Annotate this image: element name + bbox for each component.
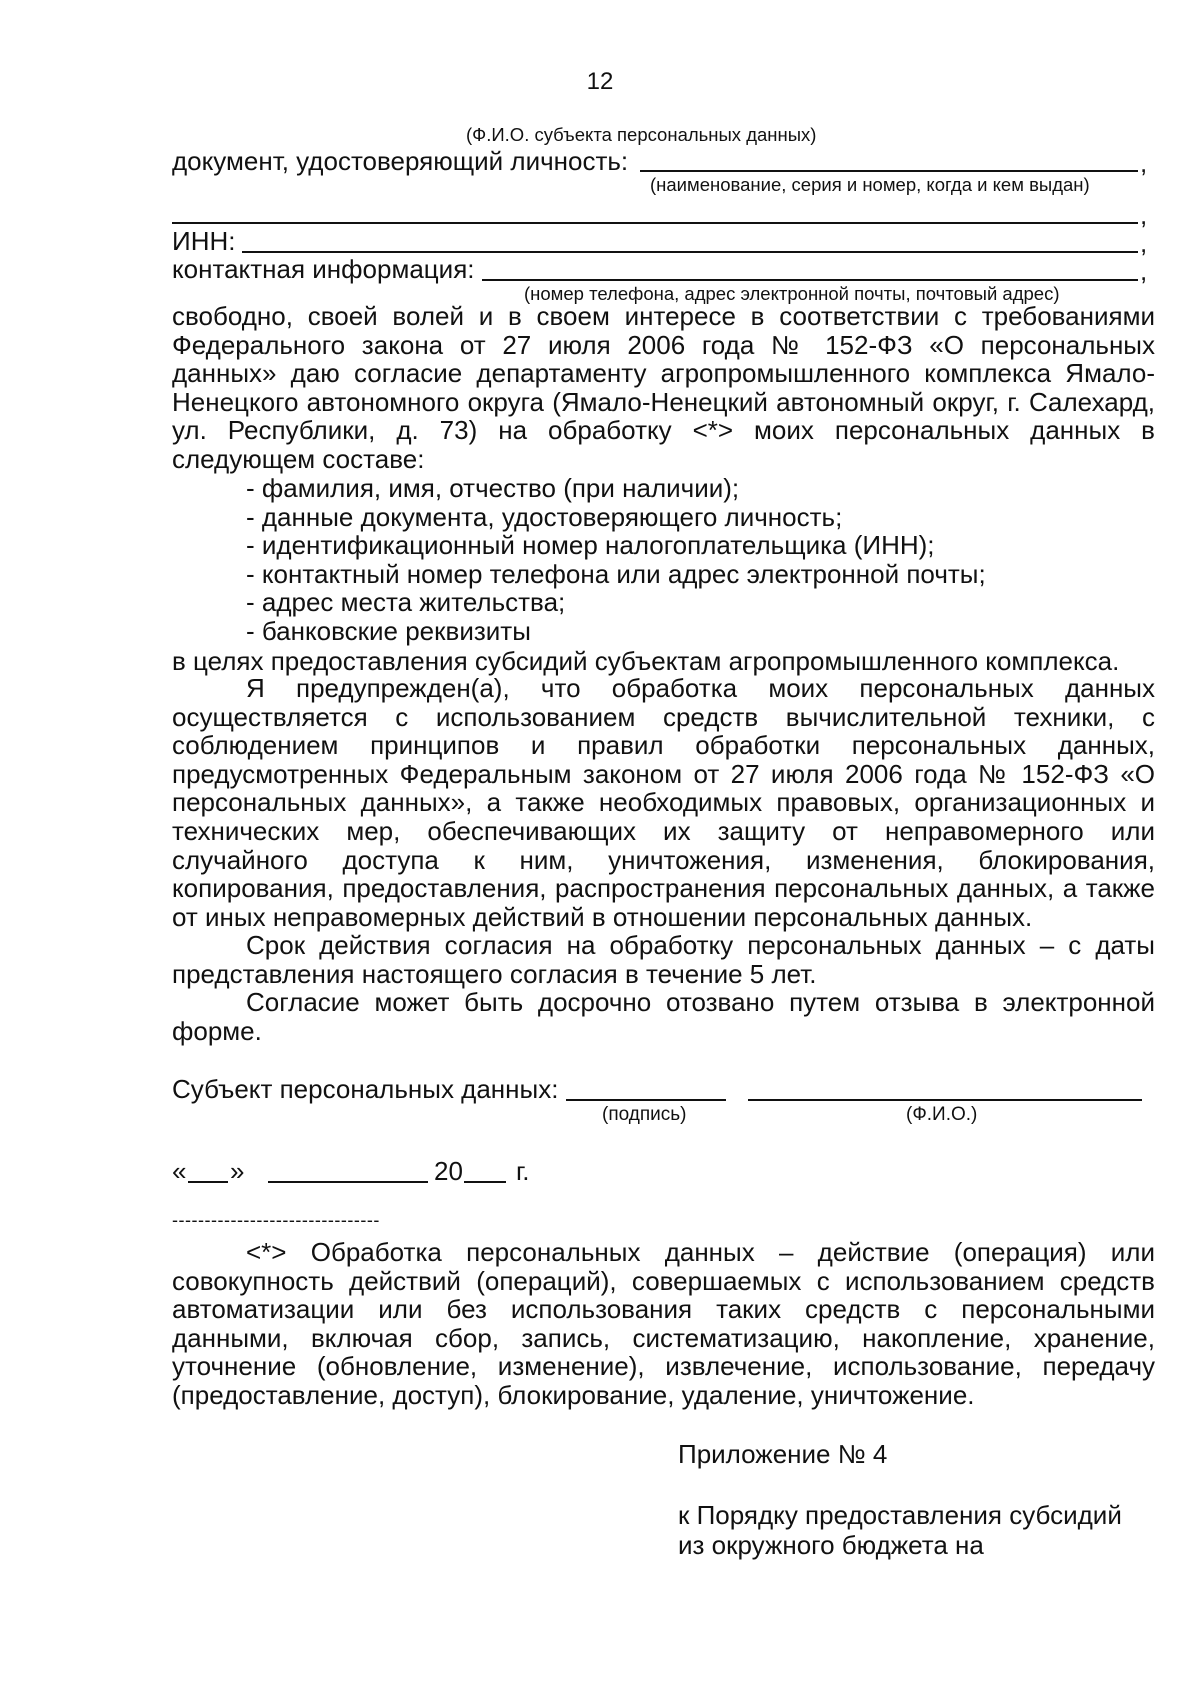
id-document-field[interactable]	[640, 170, 1138, 172]
date-month-field[interactable]	[268, 1181, 428, 1183]
term-text: Срок действия согласия на обработку персональных данных – с даты представления настоящего согласия в течение 5 лет.	[172, 930, 1155, 989]
signature-fio-field[interactable]	[748, 1099, 1142, 1101]
contact-field[interactable]	[482, 279, 1138, 281]
inn-label: ИНН:	[172, 226, 236, 256]
list-item: - контактный номер телефона или адрес электронной почты;	[246, 558, 986, 589]
footnote-text: <*> Обработка персональных данных – действие (операция) или совокупность действий (операций), совершаемых с использованием средств автоматизации или без использования таких средств с персональными данными, включая сбор, запись, систематизацию, накопление, хранение, уточнение (обновление, изменение), извлечение, использование, передачу (предоставление, доступ), блокирование, удаление, уничтожение.	[172, 1237, 1155, 1410]
revoke-paragraph	[172, 988, 1155, 1045]
date-open-quote: «	[172, 1156, 187, 1186]
purpose-line: в целях предоставления субсидий субъектам агропромышленного комплекса.	[172, 646, 1120, 676]
comma: ,	[1140, 148, 1148, 178]
list-item: - данные документа, удостоверяющего личность;	[246, 501, 843, 532]
date-year-suffix: г.	[516, 1156, 530, 1186]
contact-label: контактная информация:	[172, 254, 475, 284]
id-document-label: документ, удостоверяющий личность:	[172, 146, 629, 176]
contact-caption: (номер телефона, адрес электронной почты, почтовый адрес)	[524, 283, 1060, 304]
footnote-separator: --------------------------------	[172, 1210, 380, 1230]
comma: ,	[1140, 228, 1148, 258]
page-number: 12	[586, 68, 614, 95]
list-item: - адрес места жительства;	[246, 587, 566, 618]
list-item: - идентификационный номер налогоплательщика (ИНН);	[246, 530, 935, 561]
warning-text: Я предупрежден(а), что обработка моих персональных данных осуществляется с использованием средств вычислительной техники, с соблюдением принципов и правил обработки персональных данных, предусмотренных Федеральным законом от 27 июля 2006 года № 152-ФЗ «О персональных данных», а также необходимых правовых, организационных и технических мер, обеспечивающих их защиту от неправомерного или случайного доступа к ним, уничтожения, изменения, блокирования, копирования, предоставления, распространения персональных данных, а также от иных неправомерных действий в отношении персональных данных.	[172, 673, 1155, 932]
appendix-line-2: из окружного бюджета на	[678, 1530, 984, 1560]
signature-field[interactable]	[566, 1099, 726, 1101]
date-day-field[interactable]	[188, 1181, 228, 1183]
signature-fio-caption: (Ф.И.О.)	[906, 1104, 978, 1125]
personal-data-list	[246, 474, 986, 646]
list-item: - фамилия, имя, отчество (при наличии);	[246, 473, 740, 503]
appendix-title: Приложение № 4	[678, 1439, 888, 1469]
fio-caption: (Ф.И.О. субъекта персональных данных)	[466, 124, 817, 145]
date-year-prefix: 20	[434, 1156, 463, 1186]
id-document-caption: (наименование, серия и номер, когда и кем выдан)	[650, 174, 1090, 195]
revoke-text: Согласие может быть досрочно отозвано путем отзыва в электронной форме.	[172, 987, 1155, 1046]
consent-paragraph: свободно, своей волей и в своем интересе в соответствии с требованиями Федерального закона от 27 июля 2006 года № 152-ФЗ «О персональных данных» даю согласие департаменту агропромышленного комплекса Ямало-Ненецкого автономного округа (Ямало-Ненецкий автономный округ, г. Салехард, ул. Республики, д. 73) на обработку <*> моих персональных данных в следующем составе:	[172, 301, 1155, 474]
signature-label: Субъект персональных данных:	[172, 1074, 559, 1104]
inn-field[interactable]	[242, 251, 1138, 253]
signature-caption: (подпись)	[602, 1104, 687, 1125]
comma: ,	[1140, 256, 1148, 286]
id-document-continuation-field[interactable]	[172, 222, 1138, 224]
date-close-quote: »	[230, 1156, 245, 1186]
warning-paragraph	[172, 674, 1155, 931]
comma: ,	[1140, 200, 1148, 230]
date-year-field[interactable]	[464, 1181, 506, 1183]
appendix-line-1: к Порядку предоставления субсидий	[678, 1500, 1122, 1530]
term-paragraph	[172, 931, 1155, 988]
list-item: - банковские реквизиты	[246, 615, 531, 646]
footnote-paragraph	[172, 1238, 1155, 1410]
